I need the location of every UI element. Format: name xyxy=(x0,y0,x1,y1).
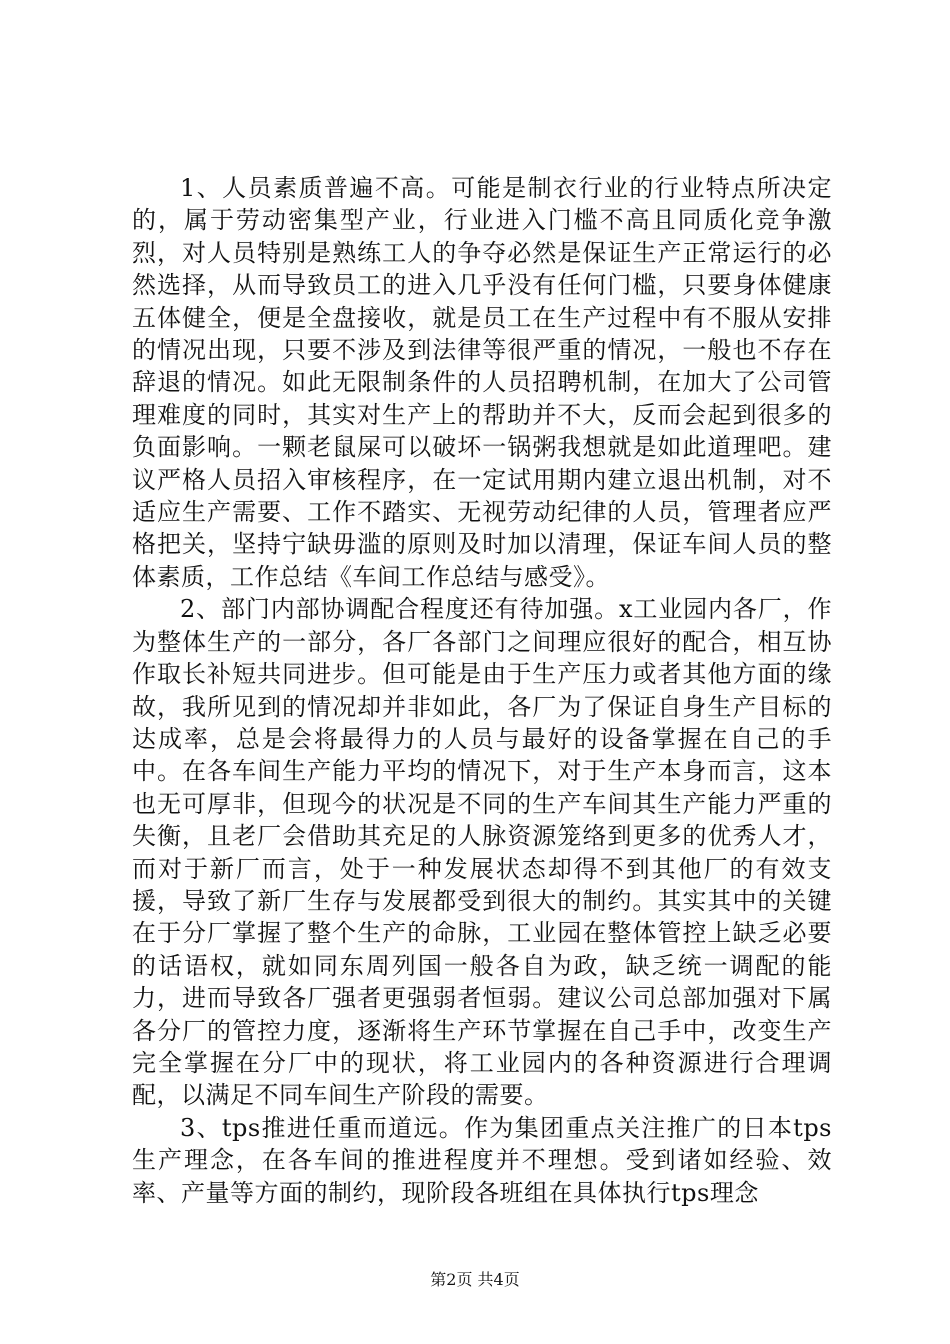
paragraph-department-coordination: 2、部门内部协调配合程度还有待加强。x工业园内各厂，作为整体生产的一部分，各厂各部门之间理应很好的配合，相互协作取长补短共同进步。但可能是由于生产压力或者其他方面的缘故，我所见到的情况却并非如此，各厂为了保证自身生产目标的达成率，总是会将最得力的人员与最好的设备掌握在自己的手中。在各车间生产能力平均的情况下，对于生产本身而言，这本也无可厚非，但现今的状况是不同的生产车间其生产能力严重的失衡，且老厂会借助其充足的人脉资源笼络到更多的优秀人才，而对于新厂而言，处于一种发展状态却得不到其他厂的有效支援，导致了新厂生存与发展都受到很大的制约。其实其中的关键在于分厂掌握了整个生产的命脉，工业园在整体管控上缺乏必要的话语权，就如同东周列国一般各自为政，缺乏统一调配的能力，进而导致各厂强者更强弱者恒弱。建议公司总部加强对下属各分厂的管控力度，逐渐将生产环节掌握在自己手中，改变生产完全掌握在分厂中的现状，将工业园内的各种资源进行合理调配，以满足不同车间生产阶段的需要。 xyxy=(132,595,832,1110)
paragraph-personnel-quality: 1、人员素质普遍不高。可能是制衣行业的行业特点所决定的，属于劳动密集型产业，行业进入门槛不高且同质化竞争激烈，对人员特别是熟练工人的争夺必然是保证生产正常运行的必然选择，从而导致员工的进入几乎没有任何门槛，只要身体健康五体健全，便是全盘接收，就是员工在生产过程中有不服从安排的情况出现，只要不涉及到法律等很严重的情况，一般也不存在辞退的情况。如此无限制条件的人员招聘机制，在加大了公司管理难度的同时，其实对生产上的帮助并不大，反而会起到很多的负面影响。一颗老鼠屎可以破坏一锅粥我想就是如此道理吧。建议严格人员招入审核程序，在一定试用期内建立退出机制，对不适应生产需要、工作不踏实、无视劳动纪律的人员，管理者应严格把关，坚持宁缺毋滥的原则及时加以清理，保证车间人员的整体素质，工作总结《车间工作总结与感受》。 xyxy=(132,174,832,591)
page-number-footer: 第2页 共4页 xyxy=(430,1270,520,1289)
paragraph-tps-promotion: 3、tps推进任重而道远。作为集团重点关注推广的日本tps生产理念，在各车间的推进程度并不理想。受到诸如经验、效率、产量等方面的制约，现阶段各班组在具体执行tps理念 xyxy=(132,1113,832,1207)
document-body xyxy=(132,172,832,1209)
